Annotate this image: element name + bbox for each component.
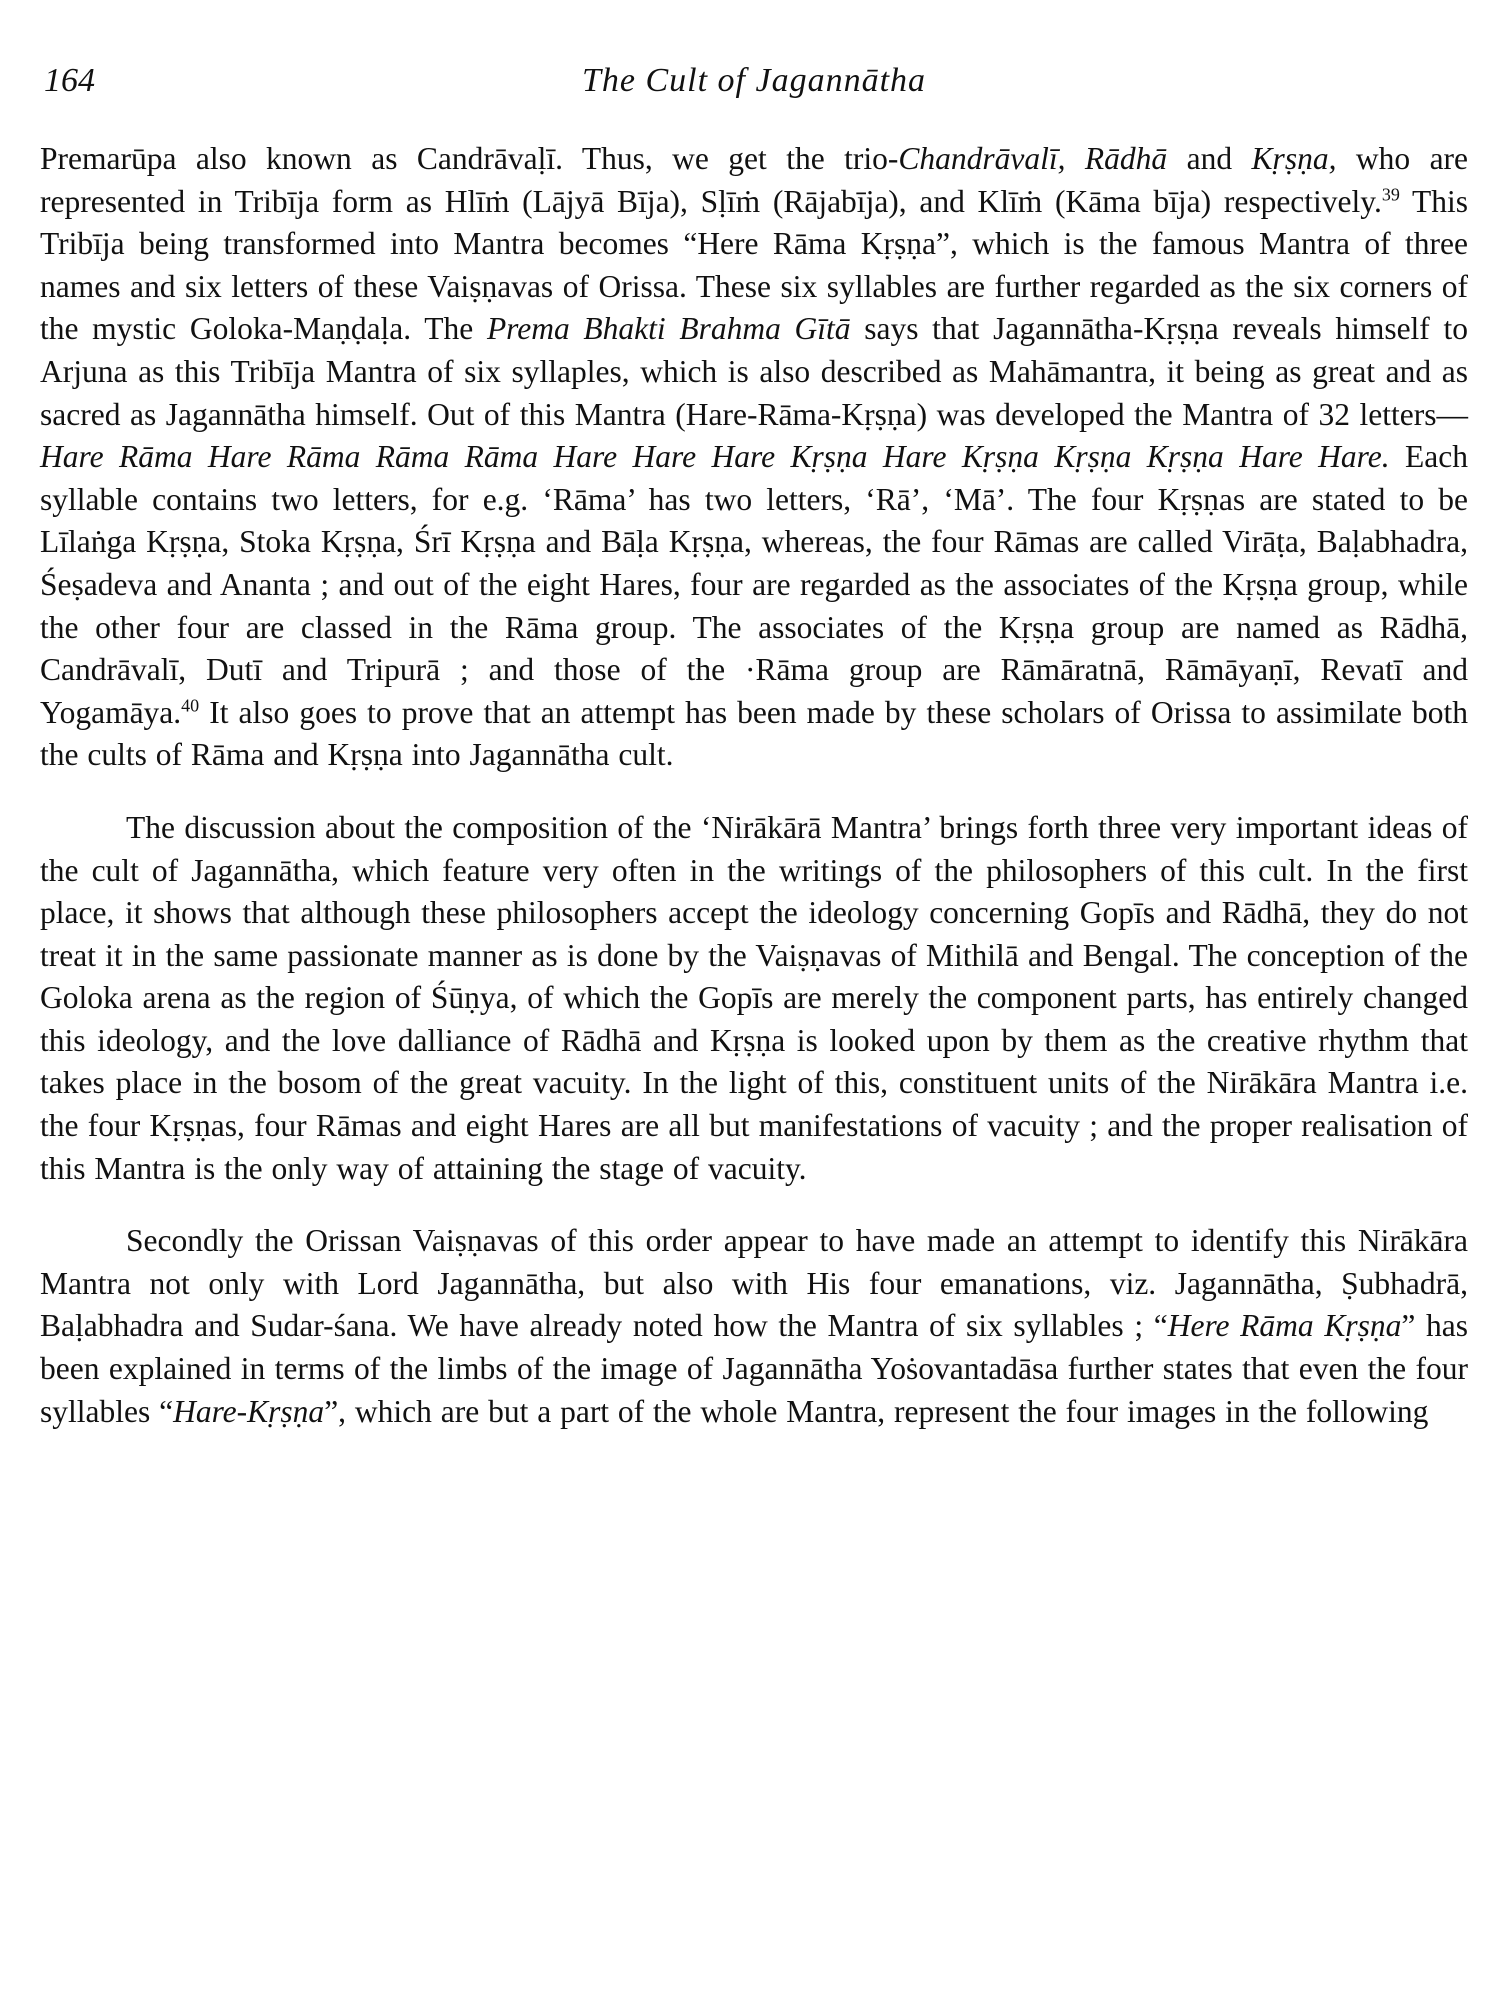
paragraph-1 [40, 138, 1468, 777]
italic-text: Kṛṣṇa, [1251, 141, 1337, 176]
text-run: ” has been explained in terms of the limbs of the image of Jagannātha Yoṡovantadāsa further states that even the four syllables “ [40, 1308, 1468, 1429]
text-run: and [1167, 141, 1252, 176]
page-header [44, 62, 1464, 112]
text-run: who are represented in Tribīja form as Hlīṁ (Lājyā Bīja), Sḷīṁ (Rājabīja), and Klīṁ (Kāma bīja) respectively. [40, 141, 1469, 219]
text-run: The discussion about the composition of the ‘Nirākārā Mantra’ brings forth three very important ideas of the cult of Jagannātha, which feature very often in the writings of the philosophers of this cult. In the first place, it shows that although these philosophers accept the ideology concerning Gopīs and Rādhā, they do not treat it in the same passionate manner as is done by the Vaiṣṇavas of Mithilā and Bengal. The conception of the Goloka arena as the region of Śūṇya, of which the Gopīs are merely the component parts, has entirely changed this ideology, and the love dalliance of Rādhā and Kṛṣṇa is looked upon by them as the creative rhythm that takes place in the bosom of the great vacuity. In the light of this, constituent units of the Nirākāra Mantra i.e. the four Kṛṣṇas, four Rāmas and eight Hares are all but manifestations of vacuity ; and the proper realisation of this Mantra is the only way of attaining the stage of vacuity. [40, 809, 1468, 1186]
text-run: ”, which are but a part of the whole Mantra, represent the four images in the following [324, 1393, 1429, 1429]
footnote-marker: 40 [181, 695, 200, 716]
text-run: Premarūpa also known as Candrāvaḷī. Thus, we get the trio- [40, 141, 899, 176]
text-run: Secondly the Orissan Vaiṣṇavas of this order appear to have made an attempt to identify this Nirākāra Mantra not only with Lord Jagannātha, but also with His four emanations, viz. Jagannātha, Ṣubhadrā, Baḷabhadra and Sudar-śana. We have already noted how the Mantra of six syllables ; “ [40, 1223, 1468, 1344]
italic-text: Here Rāma Kṛṣṇa [1167, 1308, 1402, 1344]
body-text [40, 138, 1468, 1463]
running-title: The Cult of Jagannātha [581, 62, 927, 99]
text-run: Each syllable contains two letters, for e.g. ‘Rāma’ has two letters, ‘Rā’, ‘Mā’. The four Kṛṣṇas are stated to be Līlaṅga Kṛṣṇa, Stoka Kṛṣṇa, Śrī Kṛṣṇa and Bāḷa Kṛṣṇa, whereas, the four Rāmas are called Virāṭa, Baḷabhadra, Śeṣadeva and Ananta ; and out of the eight Hares, four are regarded as the associates of the Kṛṣṇa group, while the other four are classed in the Rāma group. The associates of the Kṛṣṇa group are named as Rādhā, Candrāvalī, Dutī and Tripurā ; and those of the ·Rāma group are Rāmāratnā, Rāmāyaṇī, Revatī and Yogamāya. [40, 439, 1468, 730]
italic-text: Chandrāvalī, Rādhā [898, 141, 1168, 176]
text-run: It also goes to prove that an attempt has been made by these scholars of Orissa to assimilate both the cults of Rāma and Kṛṣṇa into Jagannātha cult. [40, 694, 1468, 773]
italic-text: Hare Rāma Hare Rāma Rāma Rāma Hare Hare Hare Kṛṣṇa Hare Kṛṣṇa Kṛṣṇa Kṛṣṇa Hare Hare. [40, 439, 1390, 475]
footnote-marker: 39 [1381, 184, 1400, 205]
page-number: 164 [44, 62, 95, 99]
text-run: This Tribīja being transformed into Mantra becomes “Here Rāma Kṛṣṇa”, which is the famous Mantra of three names and six letters of these Vaiṣṇavas of Orissa. These six syllables are further regarded as the six corners of the mystic Goloka-Maṇḍaḷa. The [40, 183, 1468, 347]
paragraph-2 [40, 807, 1468, 1190]
italic-text: Hare-Kṛṣṇa [173, 1393, 325, 1429]
text-run: says that Jagannātha-Kṛṣṇa reveals himself to Arjuna as this Tribīja Mantra of six syllaples, which is also described as Mahāmantra, it being as great and as sacred as Jagannātha himself. Out of this Mantra (Hare-Rāma-Kṛṣṇa) was developed the Mantra of 32 letters— [40, 311, 1468, 432]
paragraph-3 [40, 1220, 1468, 1433]
italic-text: Prema Bhakti Brahma Gītā [486, 311, 851, 347]
